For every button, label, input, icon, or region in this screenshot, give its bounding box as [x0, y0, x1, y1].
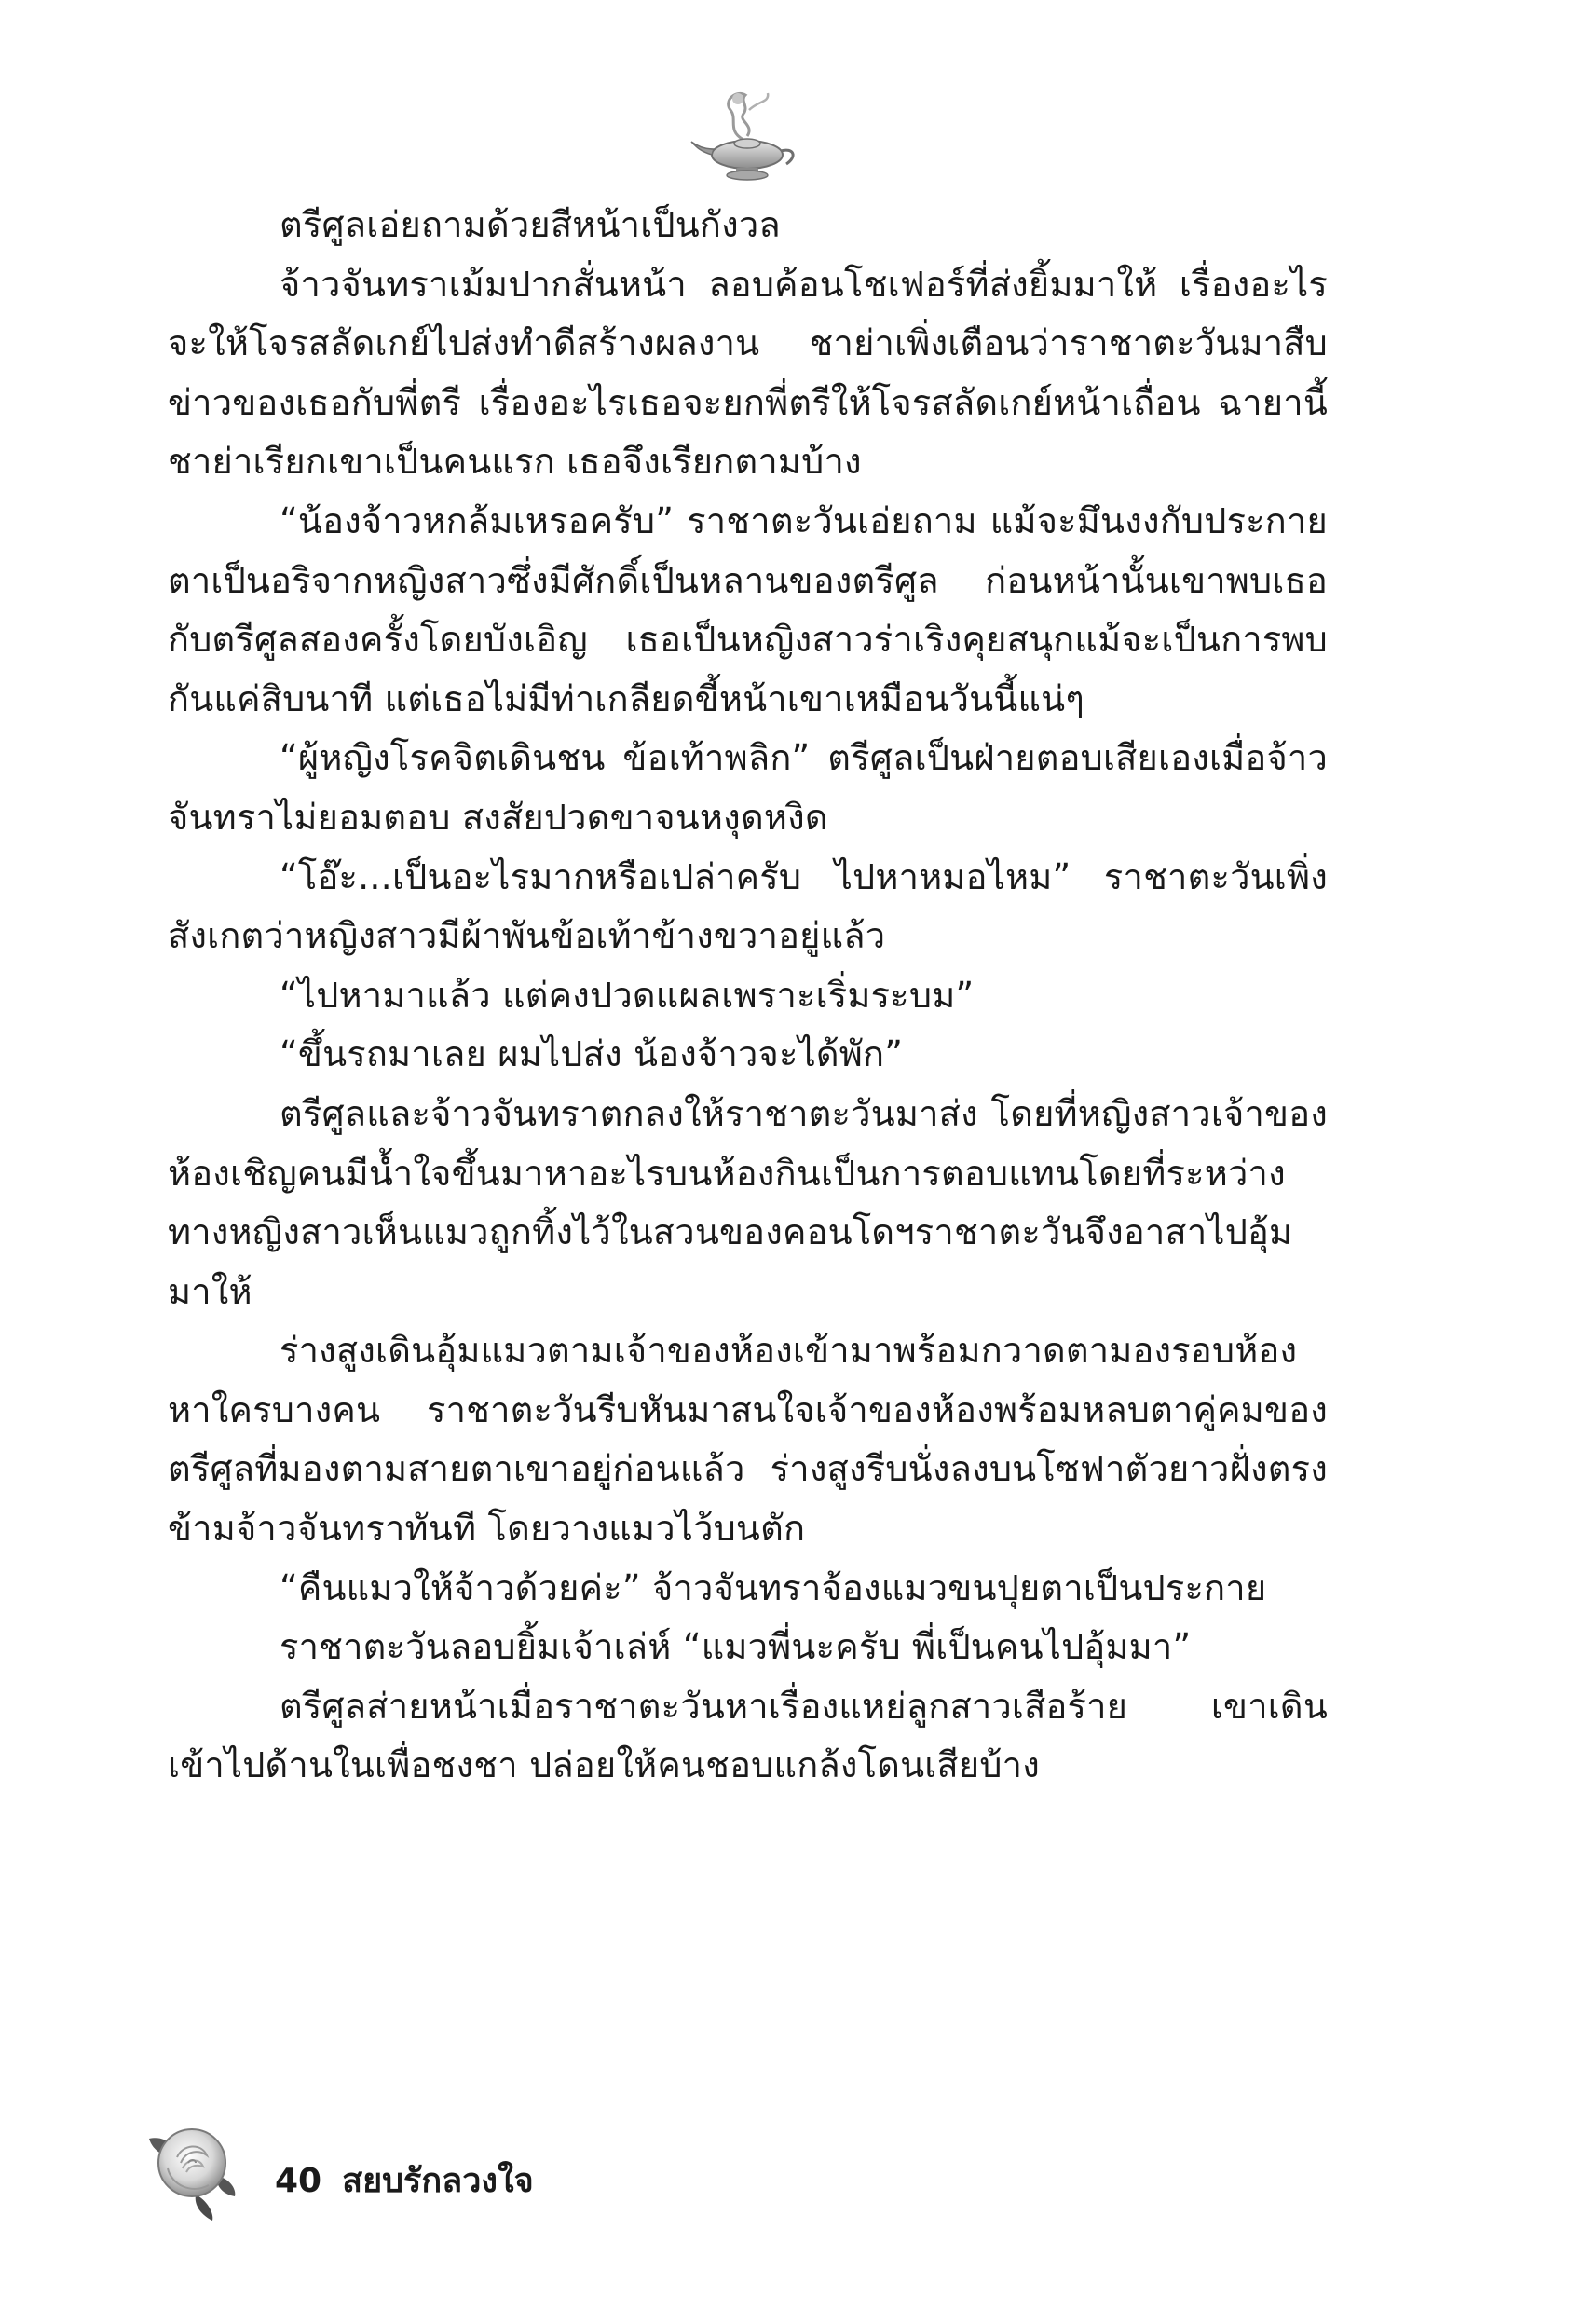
paragraph: ราชาตะวันลอบยิ้มเจ้าเล่ห์ “แมวพี่นะครับ พี่เป็นคนไปอุ้มมา” — [280, 1626, 1192, 1668]
body-text — [168, 196, 1328, 1796]
genie-lamp-icon — [689, 82, 801, 185]
paragraph: ตรีศูลและจ้าวจันทราตกลงให้ราชาตะวันมาส่ง โดยที่หญิงสาวเจ้าของห้องเชิญคนมีน้ำใจขึ้นมาหาอะไรบนห้องกินเป็นการตอบแทนโดยที่ระหว่างทางหญิงสาวเห็นแมวถูกทิ้งไว้ในสวนของคอนโดฯราชาตะวันจึงอาสาไปอุ้มมาให้ — [168, 1092, 1328, 1312]
paragraph: “ผู้หญิงโรคจิตเดินชน ข้อเท้าพลิก” ตรีศูลเป็นฝ่ายตอบเสียเองเมื่อจ้าวจันทราไม่ยอมตอบ สงสัยปวดขาจนหงุดหงิด — [168, 737, 1328, 838]
paragraph: ตรีศูลส่ายหน้าเมื่อราชาตะวันหาเรื่องแหย่ลูกสาวเสือร้าย เขาเดินเข้าไปด้านในเพื่อชงชา ปล่อยให้คนชอบแกล้งโดนเสียบ้าง — [168, 1685, 1328, 1786]
rose-icon — [140, 2111, 242, 2222]
paragraph: จ้าวจันทราเม้มปากสั่นหน้า ลอบค้อนโชเฟอร์ที่ส่งยิ้มมาให้ เรื่องอะไรจะให้โจรสลัดเกย์ไปส่งทำดีสร้างผลงาน ชาย่าเพิ่งเตือนว่าราชาตะวันมาสืบข่าวของเธอกับพี่ตรี เรื่องอะไรเธอจะยกพี่ตรีให้โจรสลัดเกย์หน้าเถื่อน ฉายานี้ชาย่าเรียกเขาเป็นคนแรก เธอจึงเรียกตามบ้าง — [168, 263, 1328, 483]
page-footer — [140, 2111, 699, 2232]
paragraph: “ขึ้นรถมาเลย ผมไปส่ง น้องจ้าวจะได้พัก” — [280, 1033, 904, 1075]
paragraph: “น้องจ้าวหกล้มเหรอครับ” ราชาตะวันเอ่ยถาม แม้จะมึนงงกับประกายตาเป็นอริจากหญิงสาวซึ่งมีศักดิ์เป็นหลานของตรีศูล ก่อนหน้านั้นเขาพบเธอกับตรีศูลสองครั้งโดยบังเอิญ เธอเป็นหญิงสาวร่าเริงคุยสนุกแม้จะเป็นการพบกันแค่สิบนาที แต่เธอไม่มีท่าเกลียดขี้หน้าเขาเหมือนวันนี้แน่ๆ — [168, 499, 1328, 719]
book-title: สยบรักลวงใจ — [342, 2162, 534, 2200]
paragraph: “คืนแมวให้จ้าวด้วยค่ะ” จ้าวจันทราจ้องแมวขนปุยตาเป็นประกาย — [280, 1566, 1267, 1608]
paragraph: ร่างสูงเดินอุ้มแมวตามเจ้าของห้องเข้ามาพร้อมกวาดตามองรอบห้องหาใครบางคน ราชาตะวันรีบหันมาสนใจเจ้าของห้องพร้อมหลบตาคู่คมของตรีศูลที่มองตามสายตาเขาอยู่ก่อนแล้ว ร่างสูงรีบนั่งลงบนโซฟาตัวยาวฝั่งตรงข้ามจ้าวจันทราทันที โดยวางแมวไว้บนตัก — [168, 1330, 1328, 1550]
paragraph: ตรีศูลเอ่ยถามด้วยสีหน้าเป็นกังวล — [280, 204, 781, 245]
footer-label — [275, 2154, 554, 2207]
paragraph: “ไปหามาแล้ว แต่คงปวดแผลเพราะเริ่มระบม” — [280, 974, 975, 1016]
paragraph: “โอ๊ะ...เป็นอะไรมากหรือเปล่าครับ ไปหาหมอไหม” ราชาตะวันเพิ่งสังเกตว่าหญิงสาวมีผ้าพันข้อเท้าข้างขวาอยู่แล้ว — [168, 855, 1328, 957]
page-number: 40 — [275, 2162, 322, 2200]
